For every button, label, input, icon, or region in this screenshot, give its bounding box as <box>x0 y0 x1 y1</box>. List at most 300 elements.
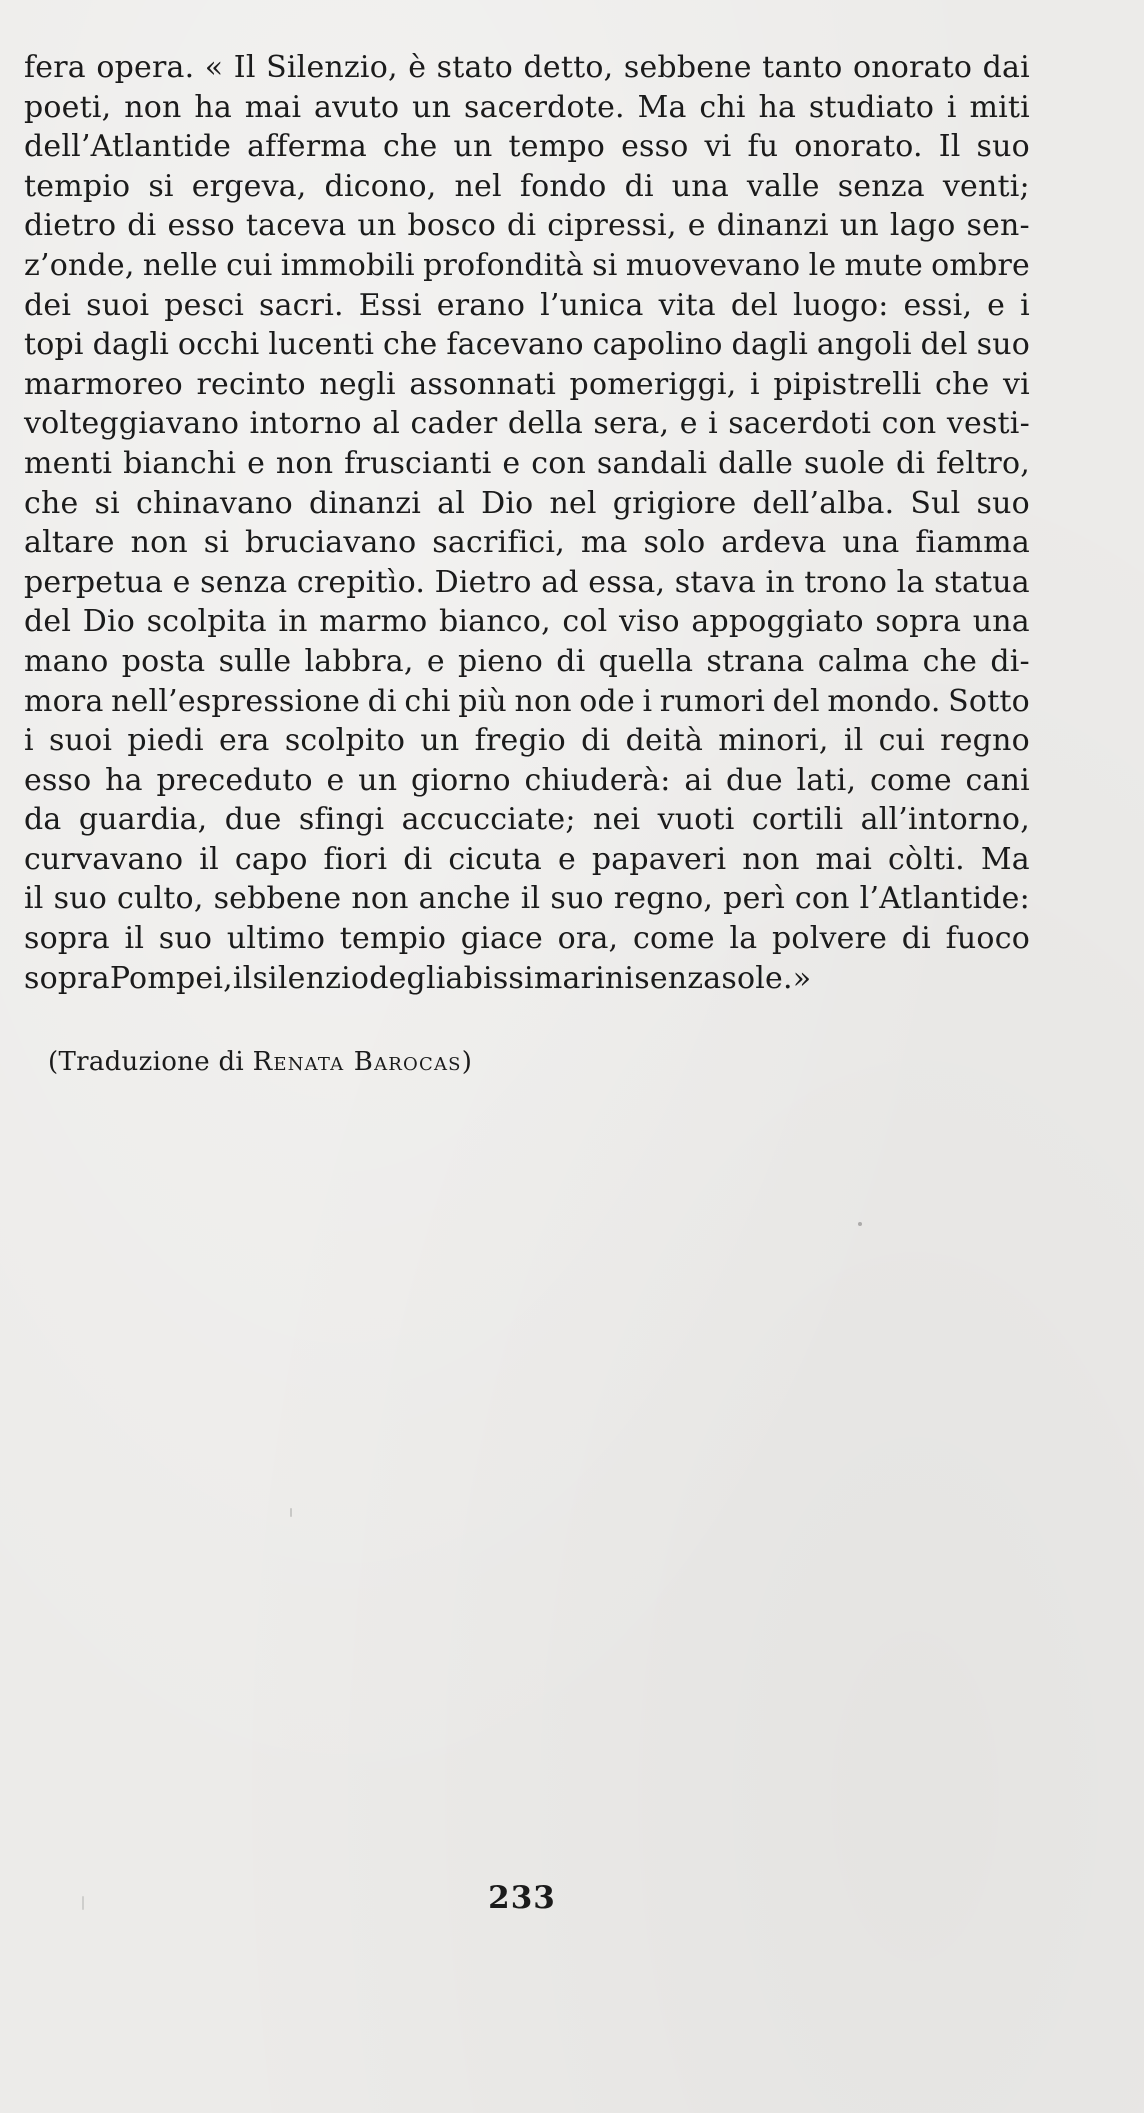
word: nell’espressione <box>111 683 361 719</box>
translation-credit <box>48 1044 472 1080</box>
word: una <box>842 525 900 561</box>
word: fregio <box>474 723 566 759</box>
word: ode <box>579 683 635 719</box>
word: cader <box>410 406 498 442</box>
word: facevano <box>446 327 584 363</box>
word: si <box>203 525 230 561</box>
text-line <box>24 127 1030 167</box>
word: ha <box>194 89 232 125</box>
word: il <box>124 921 145 957</box>
word: Sul <box>910 485 961 521</box>
word: accucciate; <box>401 802 576 838</box>
word: di <box>127 208 157 244</box>
word: intorno <box>249 406 362 442</box>
text-line <box>24 879 1030 919</box>
credit-suffix: ) <box>461 1047 473 1077</box>
word: piedi <box>127 723 204 759</box>
word: ma <box>580 525 628 561</box>
word: sfingi <box>298 802 385 838</box>
word: e <box>687 208 706 244</box>
word: nelle <box>142 247 218 283</box>
word: cui <box>878 723 925 759</box>
word: vesti- <box>946 406 1030 442</box>
word: solo <box>643 525 706 561</box>
word: due <box>725 762 783 798</box>
word: Il <box>938 129 961 165</box>
word: sebbene <box>623 50 752 85</box>
word: suo <box>976 485 1030 521</box>
word: marmo <box>319 604 428 640</box>
word: col <box>562 604 608 640</box>
word: ha <box>105 762 143 798</box>
text-line <box>24 167 1030 207</box>
word: esso <box>167 208 235 244</box>
word: del <box>24 604 72 640</box>
word: perì <box>723 881 785 917</box>
text-line <box>24 206 1030 246</box>
word: curvavano <box>24 841 184 877</box>
word: trono <box>804 564 888 600</box>
word: onorato <box>852 50 973 85</box>
word: detto, <box>523 50 614 85</box>
word: Pompei, <box>109 960 233 996</box>
word: del <box>730 287 778 323</box>
word: anche <box>418 881 511 917</box>
word: volteggiavano <box>24 406 240 442</box>
word: con <box>531 445 587 481</box>
word: sandali <box>596 445 708 481</box>
word: marmoreo <box>24 366 183 402</box>
word: una <box>972 604 1030 640</box>
word: fiamma <box>915 525 1030 561</box>
word: esso <box>24 762 92 798</box>
word: di <box>367 683 397 719</box>
word: ora, <box>557 921 619 957</box>
text-line <box>24 800 1030 840</box>
word: suoi <box>49 723 113 759</box>
word: lati, <box>796 762 857 798</box>
word: occhi <box>177 327 260 363</box>
word: un <box>420 723 460 759</box>
word: chiuderà: <box>524 762 671 798</box>
word: sacerdote. <box>463 89 625 125</box>
word: stato <box>436 50 514 85</box>
word: angoli <box>816 327 912 363</box>
word: era <box>219 723 270 759</box>
word: regno, <box>613 881 714 917</box>
word: culto, <box>116 881 204 917</box>
word: chi <box>699 89 746 125</box>
paper-speck <box>82 1896 84 1910</box>
word: una <box>671 168 729 204</box>
word: opera. <box>96 50 195 85</box>
word: ha <box>758 89 797 125</box>
credit-prefix: (Traduzione di <box>48 1047 245 1077</box>
text-line <box>24 444 1030 484</box>
word: un <box>839 208 879 244</box>
word: assonnati <box>409 366 557 402</box>
word: perpetua <box>24 564 164 600</box>
word: e <box>172 564 191 600</box>
word: dagli <box>731 327 809 363</box>
word: muovevano <box>625 247 801 283</box>
word: Dio <box>82 604 136 640</box>
word: e <box>679 406 698 442</box>
text-line <box>24 840 1030 880</box>
word: Ma <box>980 841 1030 877</box>
body-text <box>24 48 1030 998</box>
text-line <box>24 286 1030 326</box>
word: sacerdoti <box>728 406 872 442</box>
word: chi <box>404 683 451 719</box>
page-number: 233 <box>488 1880 556 1916</box>
text-line <box>24 404 1030 444</box>
word: dei <box>24 287 72 323</box>
word: strana <box>706 643 805 679</box>
word: fruscianti <box>344 445 492 481</box>
word: studiato <box>808 89 935 125</box>
word: cui <box>226 247 273 283</box>
word: lucenti <box>268 327 375 363</box>
word: vita <box>658 287 716 323</box>
word: viso <box>619 604 680 640</box>
word: che <box>934 366 990 402</box>
word: topi <box>24 327 84 363</box>
word: mora <box>24 683 104 719</box>
text-line <box>24 523 1030 563</box>
word: senza <box>837 168 925 204</box>
word: venti; <box>942 168 1030 204</box>
word: Essi <box>358 287 422 323</box>
word: tanto <box>762 50 843 85</box>
word: altare <box>24 525 115 561</box>
word: nei <box>592 802 641 838</box>
word: preceduto <box>156 762 313 798</box>
word: ad <box>541 564 579 600</box>
word: Dio <box>481 485 534 521</box>
word: cipressi, <box>547 208 677 244</box>
word: dell’alba. <box>752 485 895 521</box>
word: quella <box>598 643 694 679</box>
paper-speck <box>858 1222 862 1226</box>
word: di- <box>990 643 1030 679</box>
word: non <box>124 89 182 125</box>
word: nel <box>549 485 597 521</box>
word: degli <box>369 960 446 996</box>
word: il <box>520 881 541 917</box>
word: del <box>772 683 820 719</box>
word: fiori <box>323 841 388 877</box>
word: lago <box>889 208 956 244</box>
word: ai <box>684 762 713 798</box>
word: bruciavano <box>245 525 417 561</box>
word: dagli <box>92 327 170 363</box>
word: dalle <box>718 445 794 481</box>
word: come <box>632 921 715 957</box>
word: che <box>24 485 79 521</box>
word: regno <box>940 723 1030 759</box>
word: avuto <box>314 89 400 125</box>
word: silenzio <box>252 960 370 996</box>
word: papaveri <box>591 841 727 877</box>
word: suo <box>158 921 213 957</box>
word: ardeva <box>721 525 827 561</box>
word: al <box>437 485 466 521</box>
word: fondo <box>519 168 607 204</box>
word: con <box>794 881 850 917</box>
word: sera, <box>593 406 670 442</box>
word: sacrifici, <box>432 525 565 561</box>
text-line <box>24 721 1030 761</box>
word: ombre <box>931 247 1030 283</box>
word: non <box>351 881 409 917</box>
word: bosco <box>407 208 497 244</box>
word: immobili <box>280 247 415 283</box>
word: mai <box>815 841 873 877</box>
word: marini <box>533 960 635 996</box>
word: scolpita <box>146 604 267 640</box>
word: fu <box>747 129 779 165</box>
word: luogo: <box>792 287 889 323</box>
word: cortili <box>751 802 844 838</box>
word: z’onde, <box>24 247 135 283</box>
word: che <box>922 643 978 679</box>
word: che <box>383 327 438 363</box>
word: di <box>901 921 931 957</box>
word: un <box>357 208 397 244</box>
word: cani <box>965 762 1030 798</box>
word: guardia, <box>78 802 208 838</box>
text-line <box>24 88 1030 128</box>
word: pesci <box>164 287 245 323</box>
word: dinanzi <box>308 485 422 521</box>
word: tempo <box>508 129 606 165</box>
word: è <box>408 50 427 85</box>
word: còlti. <box>888 841 965 877</box>
text-line <box>24 325 1030 365</box>
word: scolpito <box>284 723 406 759</box>
word: » <box>792 960 812 996</box>
word: l’Atlantide: <box>859 881 1030 917</box>
word: i <box>946 89 957 125</box>
word: pieno <box>458 643 543 679</box>
word: l’unica <box>540 287 644 323</box>
word: mute <box>844 247 923 283</box>
word: suoi <box>86 287 150 323</box>
word: minori, <box>718 723 829 759</box>
word: un <box>358 762 398 798</box>
word: capolino <box>592 327 723 363</box>
text-line <box>24 602 1030 642</box>
text-line <box>24 48 1030 88</box>
word: sopra <box>875 604 962 640</box>
word: menti <box>24 445 113 481</box>
word: vi <box>704 129 732 165</box>
word: sen- <box>966 208 1030 244</box>
word: sulle <box>218 643 292 679</box>
word: le <box>808 247 837 283</box>
word: del <box>920 327 968 363</box>
word: pomeriggi, <box>569 366 737 402</box>
word: tempio <box>24 168 131 204</box>
text-line <box>24 682 1030 722</box>
word: miti <box>969 89 1030 125</box>
word: ergeva, <box>191 168 307 204</box>
word: cicuta <box>448 841 543 877</box>
word: grigiore <box>612 485 737 521</box>
word: sacri. <box>259 287 344 323</box>
word: il <box>24 881 44 917</box>
word: nel <box>454 168 502 204</box>
word: la <box>896 564 925 600</box>
word: suole <box>804 445 886 481</box>
word: giorno <box>410 762 511 798</box>
word: pipistrelli <box>773 366 922 402</box>
word: stava <box>674 564 756 600</box>
word: non <box>130 525 188 561</box>
word: un <box>453 129 493 165</box>
word: essa, <box>588 564 666 600</box>
word: appoggiato <box>691 604 864 640</box>
word: senza <box>634 960 722 996</box>
word: poeti, <box>24 89 112 125</box>
word: si <box>592 247 618 283</box>
word: il <box>232 960 253 996</box>
word: Il <box>233 50 256 85</box>
word: statua <box>934 564 1030 600</box>
word: abissi <box>445 960 534 996</box>
word: afferma <box>247 129 368 165</box>
word: bianchi <box>123 445 237 481</box>
word: e <box>502 445 521 481</box>
word: con <box>881 406 937 442</box>
word: fuoco <box>945 921 1030 957</box>
word: senza <box>200 564 288 600</box>
word: di <box>896 445 926 481</box>
word: polvere <box>772 921 888 957</box>
word: negli <box>319 366 396 402</box>
word: e <box>987 287 1006 323</box>
word: si <box>94 485 120 521</box>
text-line <box>24 959 1030 999</box>
word: più <box>458 683 507 719</box>
word: « <box>204 50 224 85</box>
word: dietro <box>24 208 117 244</box>
word: di <box>507 208 537 244</box>
word: feltro, <box>936 445 1030 481</box>
word: della <box>507 406 583 442</box>
word: i <box>1020 287 1030 323</box>
word: bianco, <box>439 604 551 640</box>
word: si <box>148 168 174 204</box>
word: da <box>24 802 62 838</box>
word: sebbene <box>213 881 342 917</box>
word: suo <box>53 881 107 917</box>
word: mano <box>24 643 109 679</box>
word: due <box>224 802 282 838</box>
word: sopra <box>24 921 110 957</box>
word: dicono, <box>324 168 437 204</box>
word: che <box>383 129 438 165</box>
word: chinavano <box>135 485 293 521</box>
text-line <box>24 246 1030 286</box>
word: ultimo <box>226 921 326 957</box>
word: capo <box>234 841 308 877</box>
word: valle <box>746 168 820 204</box>
word: esso <box>621 129 689 165</box>
word: crepitìo. <box>296 564 426 600</box>
word: deità <box>625 723 704 759</box>
word: il <box>199 841 219 877</box>
word: mondo. <box>827 683 941 719</box>
word: fera <box>24 50 86 85</box>
word: giace <box>460 921 544 957</box>
word: mai <box>244 89 302 125</box>
word: posta <box>121 643 206 679</box>
word: e <box>247 445 266 481</box>
word: labbra, <box>304 643 414 679</box>
word: e <box>426 643 445 679</box>
word: vuoti <box>657 802 735 838</box>
text-line <box>24 484 1030 524</box>
paper-speck <box>290 1508 292 1517</box>
word: Dietro <box>434 564 532 600</box>
word: la <box>729 921 758 957</box>
word: calma <box>817 643 910 679</box>
word: dell’Atlantide <box>24 129 232 165</box>
word: suo <box>976 327 1030 363</box>
word: tempio <box>339 921 447 957</box>
word: dai <box>982 50 1030 85</box>
translator-name: Renata Barocas <box>252 1047 462 1077</box>
word: di <box>556 643 586 679</box>
word: non <box>742 841 800 877</box>
word: di <box>403 841 433 877</box>
word: erano <box>436 287 526 323</box>
word: i <box>708 406 718 442</box>
word: i <box>750 366 760 402</box>
word: vi <box>1002 366 1030 402</box>
word: non <box>514 683 572 719</box>
word: Ma <box>637 89 687 125</box>
word: sole. <box>721 960 793 996</box>
word: in <box>765 564 795 600</box>
word: di <box>624 168 654 204</box>
word: di <box>581 723 611 759</box>
word: profondità <box>423 247 584 283</box>
word: onorato. <box>794 129 923 165</box>
word: come <box>869 762 952 798</box>
text-line <box>24 365 1030 405</box>
word: in <box>278 604 308 640</box>
word: dinanzi <box>716 208 829 244</box>
text-line <box>24 563 1030 603</box>
word: all’intorno, <box>860 802 1030 838</box>
text-line <box>24 642 1030 682</box>
word: suo <box>550 881 604 917</box>
word: e <box>326 762 345 798</box>
word: Sotto <box>948 683 1030 719</box>
word: Silenzio, <box>266 50 398 85</box>
word: taceva <box>245 208 347 244</box>
word: non <box>275 445 334 481</box>
word: essi, <box>903 287 973 323</box>
word: rumori <box>659 683 766 719</box>
word: i <box>642 683 653 719</box>
word: al <box>372 406 401 442</box>
word: recinto <box>196 366 306 402</box>
text-line <box>24 919 1030 959</box>
